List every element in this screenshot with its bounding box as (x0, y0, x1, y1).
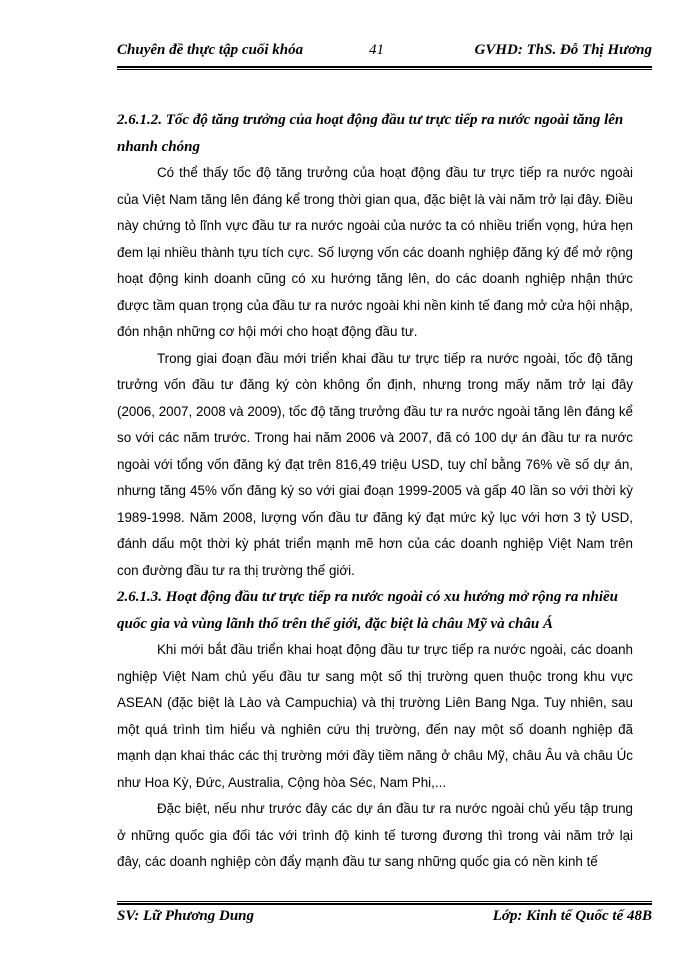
paragraph: Có thể thấy tốc độ tăng trưởng của hoạt động đầu tư trực tiếp ra nước ngoài của Việt Nam tăng lên đáng kể trong thời gian qua, đặc biệt là vài năm trở lại đây. Điều này chứng tỏ lĩnh vực đầu tư ra nước ngoài của nước ta có nhiều triển vọng, hứa hẹn đem lại nhiều thành tựu tích cực. Số lượng vốn các doanh nghiệp đăng ký để mở rộng hoạt động kinh doanh cũng có xu hướng tăng lên, do các doanh nghiệp nhận thức được tầm quan trọng của đầu tư ra nước ngoài khi nền kinh tế đang mở cửa hội nhập, đón nhận những cơ hội mới cho hoạt động đầu tư. (117, 165, 633, 339)
paragraph: Đặc biệt, nếu như trước đây các dự án đầu tư ra nước ngoài chủ yếu tập trung ở những quốc gia đối tác với trình độ kinh tế tương đương thì trong vài năm trở lại đây, các doanh nghiệp còn đẩy mạnh đầu tư sang những quốc gia có nền kinh tế (117, 801, 633, 869)
header-thesis-title: Chuyên đề thực tập cuối khóa (117, 42, 304, 58)
page-header (117, 38, 652, 66)
footer-rule-thin (117, 901, 652, 902)
paragraph: Khi mới bắt đầu triển khai hoạt động đầu tư trực tiếp ra nước ngoài, các doanh nghiệp Việt Nam chủ yếu đầu tư sang một số thị trường quen thuộc trong khu vực ASEAN (đặc biệt là Lào và Campuchia) và thị trường Liên Bang Nga. Tuy nhiên, sau một quá trình tìm hiểu và nghiên cứu thị trường, đến nay một số doanh nghiệp đã mạnh dạn khai thác các thị trường mới đầy tiềm năng ở châu Mỹ, châu Âu và châu Úc như Hoa Kỳ, Đức, Australia, Cộng hòa Séc, Nam Phi,... (117, 642, 633, 790)
page-number: 41 (369, 42, 384, 58)
header-supervisor: GVHD: ThS. Đỗ Thị Hương (474, 42, 652, 58)
footer-student: SV: Lữ Phương Dung (117, 908, 255, 924)
section-heading-2-6-1-2: 2.6.1.2. Tốc độ tăng trưởng của hoạt động đầu tư trực tiếp ra nước ngoài tăng lên nhanh chóng (117, 112, 624, 155)
footer-class: Lớp: Kinh tế Quốc tế 48B (492, 908, 652, 924)
header-rule (117, 66, 652, 68)
section-heading-2-6-1-3: 2.6.1.3. Hoạt động đầu tư trực tiếp ra nước ngoài có xu hướng mở rộng ra nhiều quốc gia và vùng lãnh thổ trên thế giới, đặc biệt là châu Mỹ và châu Á (117, 589, 619, 632)
page-body (117, 107, 633, 876)
paragraph: Trong giai đoạn đầu mới triển khai đầu tư trực tiếp ra nước ngoài, tốc độ tăng trưởng vốn đầu tư đăng ký còn không ổn định, nhưng trong mấy năm trở lại đây (2006, 2007, 2008 và 2009), tốc độ tăng trưởng đầu tư ra nước ngoài tăng lên đáng kể so với các năm trước. Trong hai năm 2006 và 2007, đã có 100 dự án đầu tư ra nước ngoài với tổng vốn đăng ký đạt trên 816,49 triệu USD, tuy chỉ bằng 76% về số dự án, nhưng tăng 45% vốn đăng ký so với giai đoạn 1999-2005 và gấp 40 lần so với thời kỳ 1989-1998. Năm 2008, lượng vốn đầu tư đăng ký đạt mức kỷ lục với hơn 3 tỷ USD, đánh dấu một thời kỳ phát triển mạnh mẽ hơn của các doanh nghiệp Việt Nam trên con đường đầu tư ra thị trường thế giới. (117, 350, 633, 578)
header-rule-thin (117, 69, 652, 70)
page-footer (117, 905, 652, 929)
